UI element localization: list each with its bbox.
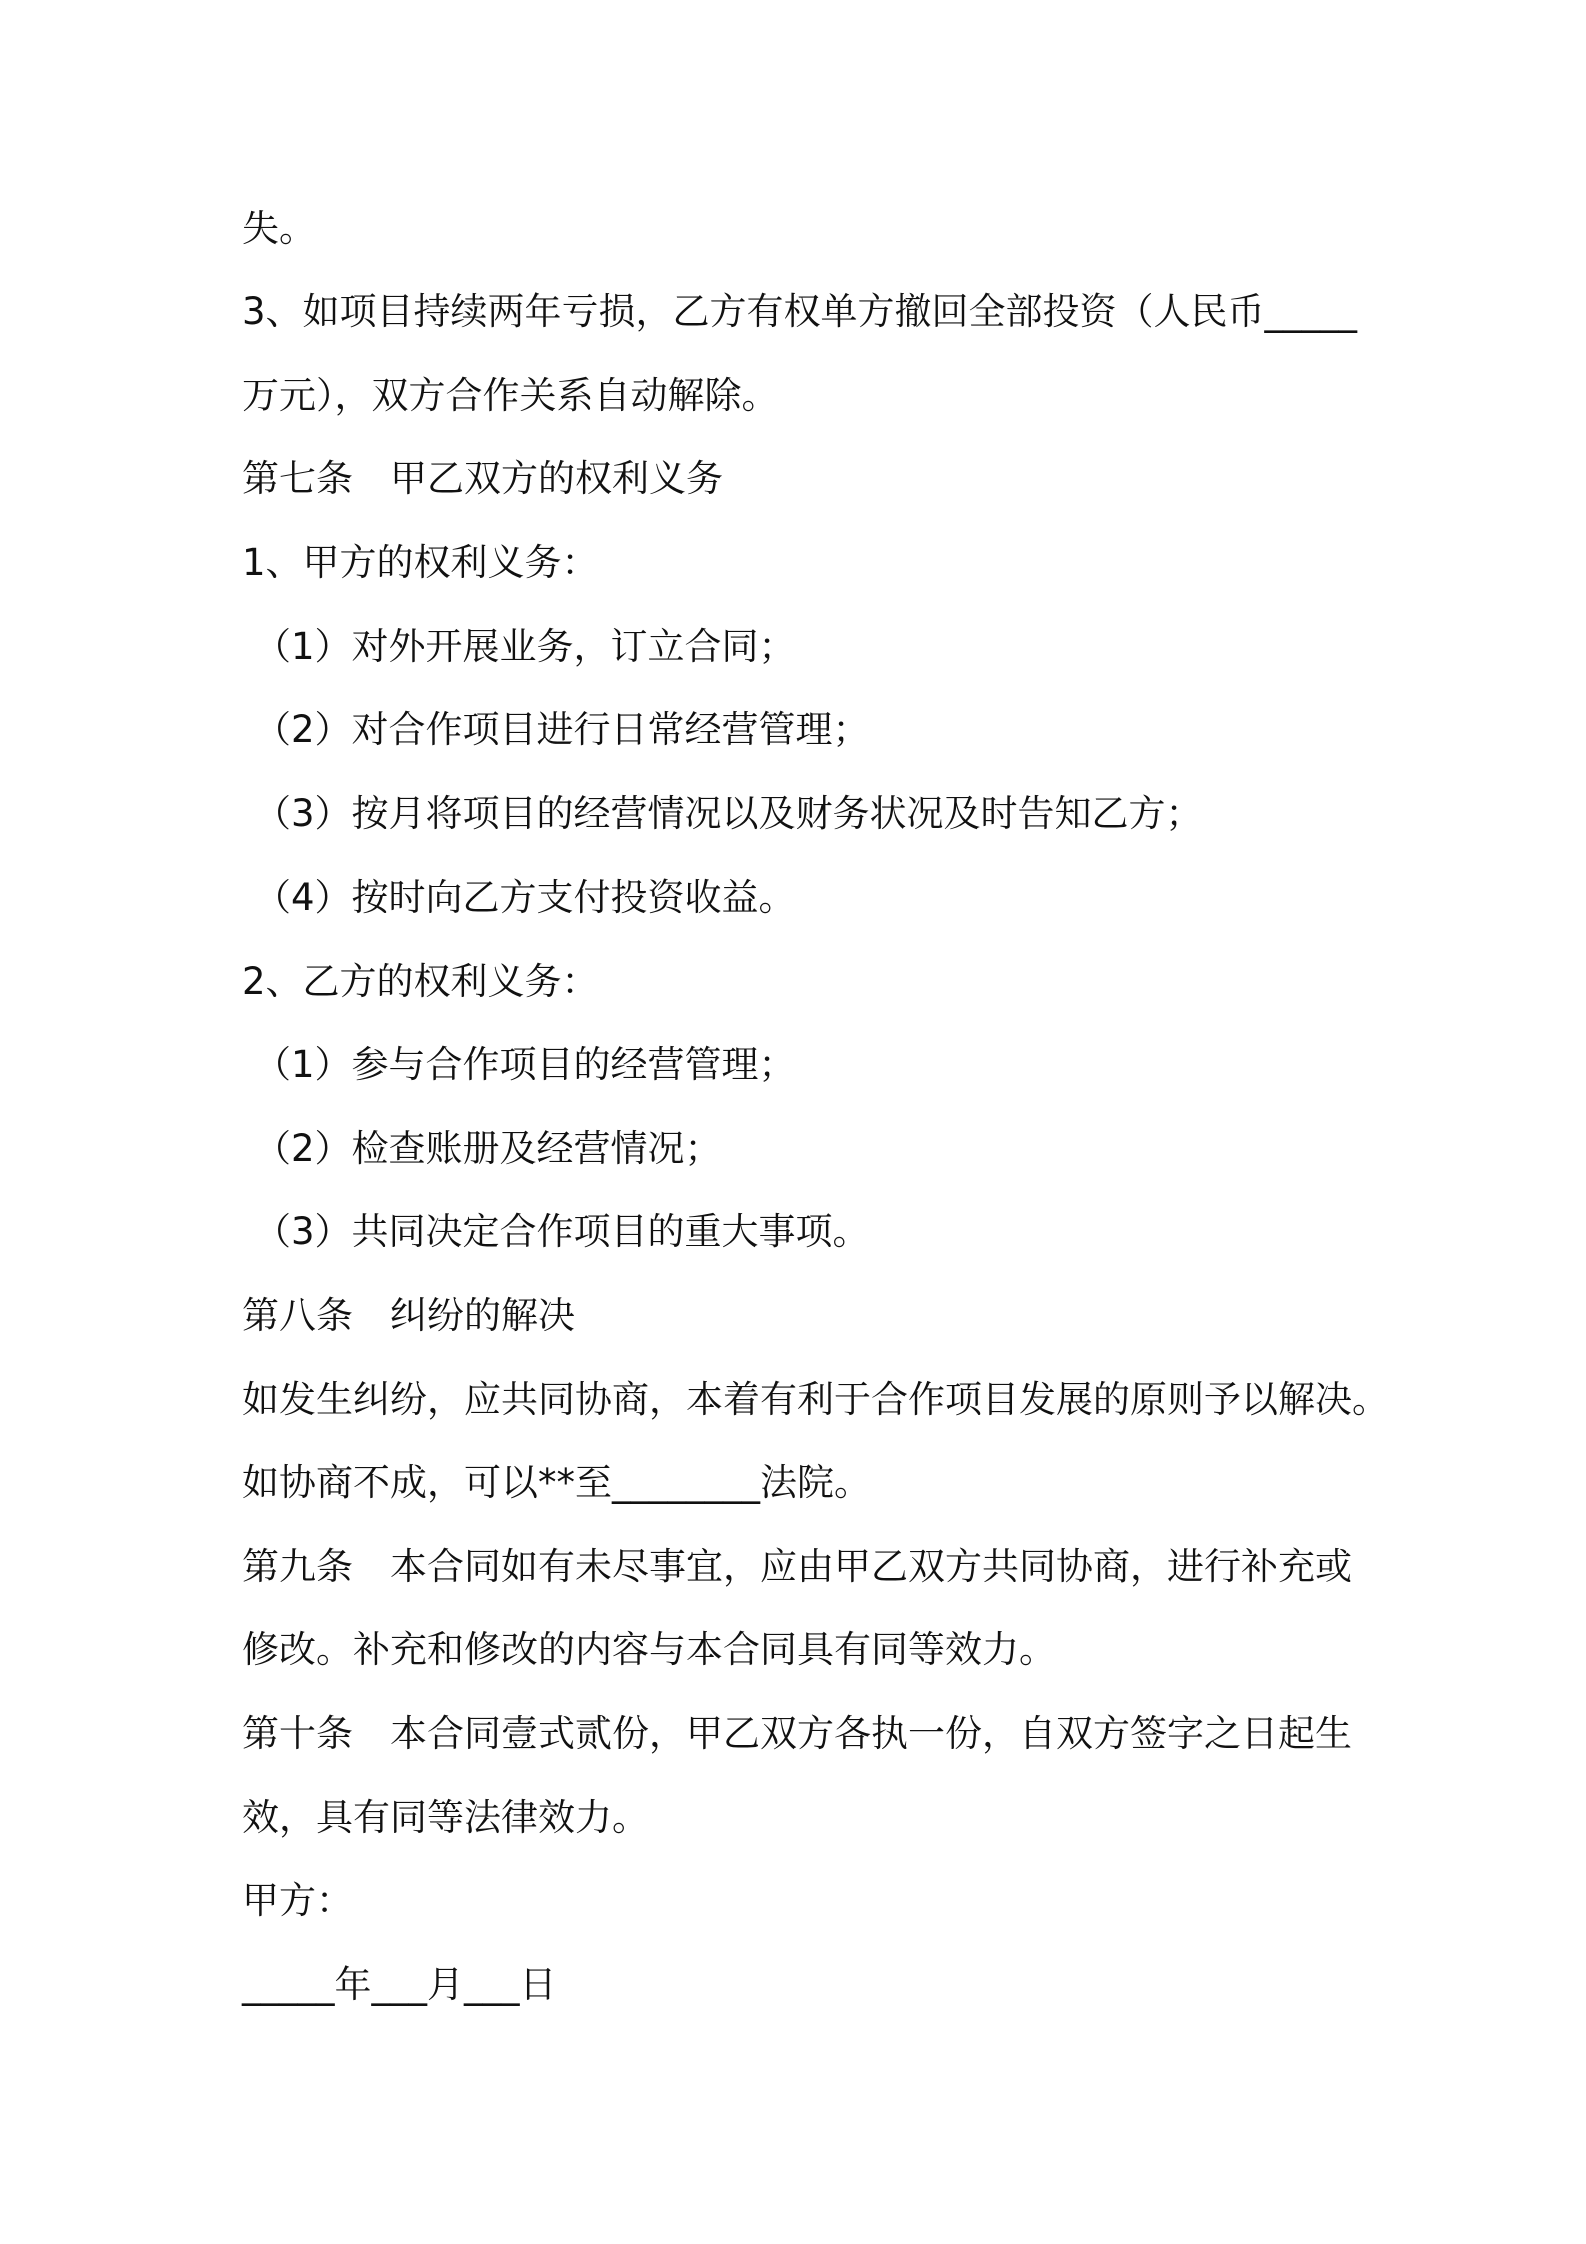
list-item: （2）检查账册及经营情况； [254,1127,722,1170]
list-item: （3）共同决定合作项目的重大事项。 [254,1210,870,1253]
date-line: _____年___月___日 [242,1963,557,2006]
article-7-heading: 第七条 甲乙双方的权利义务 [242,457,723,500]
list-item: （1）对外开展业务，订立合同； [254,625,796,668]
party-a-signature-label: 甲方： [242,1879,353,1922]
list-item: （4）按时向乙方支付投资收益。 [254,876,796,919]
text-line: 失。 [242,207,316,250]
text-line: 万元），双方合作关系自动解除。 [242,374,779,417]
article-8-heading: 第八条 纠纷的解决 [242,1294,575,1337]
party-a-rights-heading: 1、甲方的权利义务： [242,541,599,584]
article-10: 第十条 本合同壹式贰份，甲乙双方各执一份，自双方签字之日起生 [242,1712,1352,1755]
text-line: 如协商不成，可以**至________法院。 [242,1461,871,1504]
list-item: （3）按月将项目的经营情况以及财务状况及时告知乙方； [254,792,1203,835]
party-b-rights-heading: 2、乙方的权利义务： [242,960,599,1003]
article-9: 第九条 本合同如有未尽事宜，应由甲乙双方共同协商，进行补充或 [242,1545,1352,1588]
list-item: （1）参与合作项目的经营管理； [254,1043,796,1086]
text-line: 效，具有同等法律效力。 [242,1796,649,1839]
text-line: 如发生纠纷，应共同协商，本着有利于合作项目发展的原则予以解决。 [242,1378,1389,1421]
text-line: 修改。补充和修改的内容与本合同具有同等效力。 [242,1628,1056,1671]
clause-6-item-3: 3、如项目持续两年亏损，乙方有权单方撤回全部投资（人民币_____ [242,290,1358,333]
list-item: （2）对合作项目进行日常经营管理； [254,708,870,751]
